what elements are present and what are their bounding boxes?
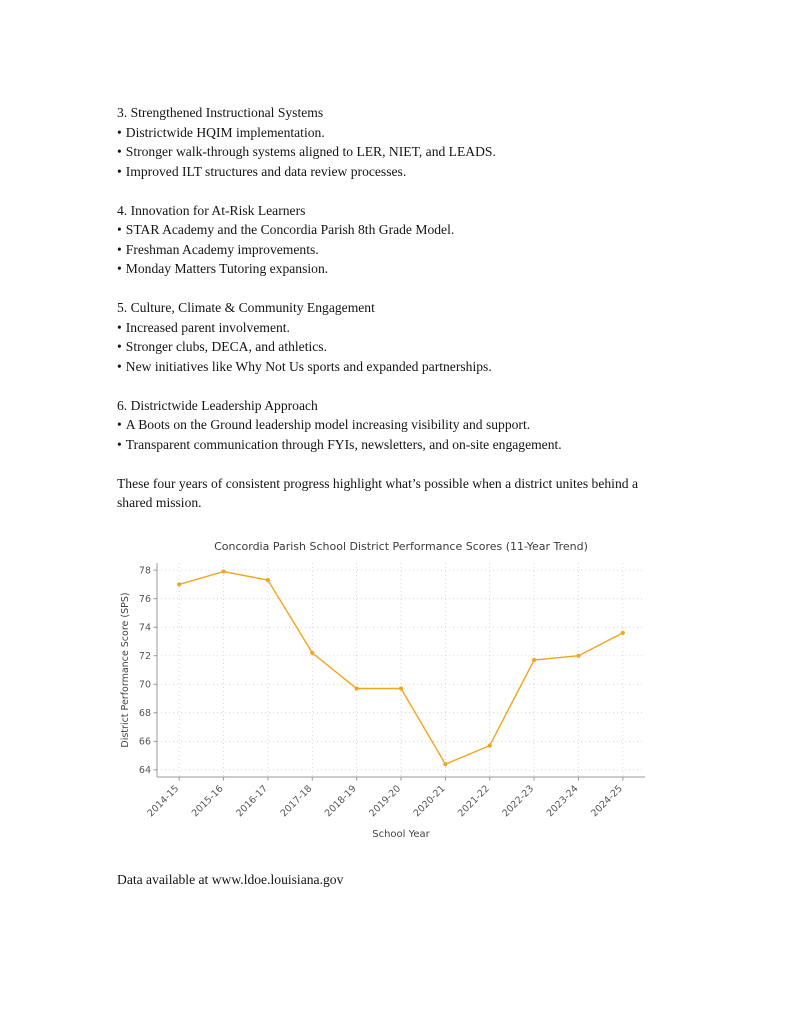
- bullet-icon: •: [117, 241, 122, 257]
- bullet-text: A Boots on the Ground leadership model increasing visibility and support.: [125, 417, 531, 432]
- bullet-icon: •: [117, 261, 122, 276]
- x-tick-label: 2019-20: [367, 782, 404, 819]
- data-point: [266, 578, 270, 582]
- x-tick-label: 2020-21: [411, 782, 448, 819]
- performance-trend-chart: [117, 537, 674, 852]
- data-point: [488, 743, 492, 747]
- data-point: [532, 657, 536, 661]
- y-tick-label: 78: [138, 564, 151, 576]
- line-chart-canvas: [117, 537, 662, 852]
- section-heading: 4. Innovation for At-Risk Learners: [117, 202, 306, 218]
- y-tick-label: 74: [138, 622, 151, 634]
- section: [117, 298, 674, 376]
- data-point: [443, 762, 447, 766]
- bullet-item: [117, 435, 674, 455]
- bullet-item: [117, 337, 674, 357]
- x-tick-label: 2023-24: [544, 782, 581, 819]
- bullet-item: [117, 415, 674, 435]
- y-tick-label: 68: [138, 707, 151, 719]
- bullet-item: [117, 220, 674, 240]
- report-sections: [117, 103, 674, 454]
- y-tick-label: 64: [138, 764, 151, 776]
- bullet-item: [117, 240, 674, 260]
- x-tick-label: 2024-25: [589, 782, 625, 819]
- data-point: [310, 650, 314, 654]
- y-tick-label: 66: [138, 736, 151, 748]
- data-point: [621, 630, 625, 634]
- x-tick-label: 2016-17: [234, 782, 271, 819]
- bullet-icon: •: [117, 163, 122, 179]
- section-heading: 5. Culture, Climate & Community Engagement: [117, 300, 375, 315]
- y-tick-label: 70: [138, 679, 151, 691]
- data-point: [355, 686, 359, 690]
- x-tick-label: 2018-19: [322, 782, 359, 819]
- bullet-text: Improved ILT structures and data review processes.: [125, 163, 407, 179]
- bullet-icon: •: [117, 436, 122, 452]
- bullet-icon: •: [117, 124, 122, 140]
- bullet-text: STAR Academy and the Concordia Parish 8th Grade Model.: [125, 222, 455, 237]
- closing-paragraph: These four years of consistent progress highlight what’s possible when a district unites behind a shared mission.: [117, 475, 638, 510]
- data-point: [221, 569, 225, 573]
- x-tick-label: 2021-22: [455, 782, 492, 819]
- bullet-text: Increased parent involvement.: [125, 319, 290, 335]
- bullet-icon: •: [117, 417, 122, 432]
- bullet-icon: •: [117, 339, 122, 354]
- y-tick-label: 72: [138, 650, 151, 662]
- chart-title: Concordia Parish School District Performance Scores (11-Year Trend): [214, 539, 588, 553]
- section-heading: 6. Districtwide Leadership Approach: [117, 397, 318, 413]
- data-point: [399, 686, 403, 690]
- x-axis-label: School Year: [372, 828, 430, 840]
- bullet-icon: •: [117, 358, 122, 374]
- bullet-text: Stronger clubs, DECA, and athletics.: [125, 339, 327, 354]
- bullet-text: Districtwide HQIM implementation.: [125, 124, 325, 140]
- bullet-icon: •: [117, 319, 122, 335]
- x-tick-label: 2017-18: [278, 782, 315, 819]
- bullet-item: [117, 162, 674, 182]
- bullet-text: Monday Matters Tutoring expansion.: [125, 261, 329, 276]
- section-heading: 3. Strengthened Instructional Systems: [117, 105, 324, 120]
- bullet-item: [117, 357, 674, 377]
- section: [117, 396, 674, 455]
- data-source-note: Data available at www.ldoe.louisiana.gov: [117, 871, 344, 887]
- x-tick-label: 2022-23: [500, 782, 537, 819]
- data-point: [576, 653, 580, 657]
- bullet-text: Freshman Academy improvements.: [125, 241, 319, 257]
- bullet-icon: •: [117, 222, 122, 237]
- bullet-item: [117, 259, 674, 279]
- bullet-item: [117, 142, 674, 162]
- data-point: [177, 582, 181, 586]
- x-tick-label: 2014-15: [145, 782, 182, 819]
- y-axis-label: District Performance Score (SPS): [120, 591, 131, 748]
- bullet-text: Stronger walk-through systems aligned to LER, NIET, and LEADS.: [125, 144, 496, 159]
- bullet-icon: •: [117, 144, 122, 159]
- bullet-item: [117, 123, 674, 143]
- section: [117, 201, 674, 279]
- bullet-item: [117, 318, 674, 338]
- y-tick-label: 76: [138, 593, 151, 605]
- bullet-text: Transparent communication through FYIs, newsletters, and on-site engagement.: [125, 436, 562, 452]
- section: [117, 103, 674, 181]
- x-tick-label: 2015-16: [189, 782, 226, 819]
- bullet-text: New initiatives like Why Not Us sports and expanded partnerships.: [125, 358, 492, 374]
